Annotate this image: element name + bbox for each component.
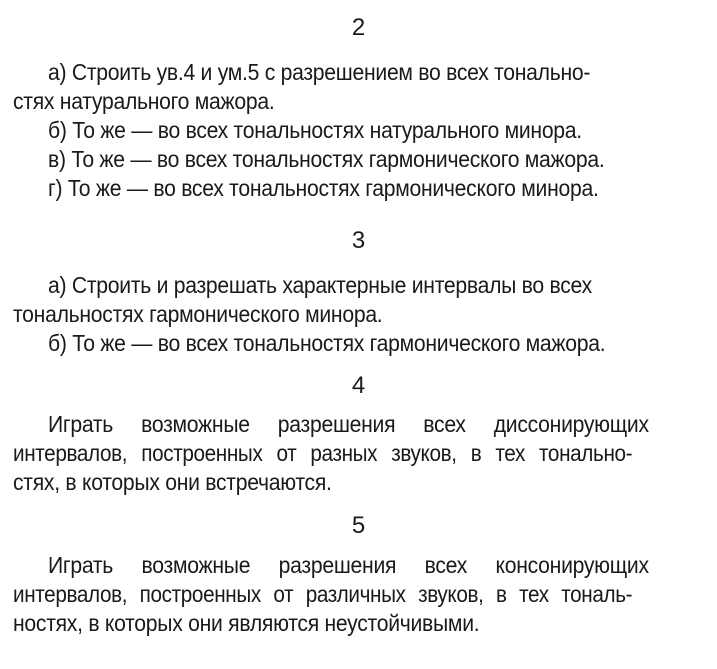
exercise-5-line-1: Играть возможные разрешения всех консонирующих (48, 552, 649, 578)
exercise-4-line-2: интервалов, построенных от разных звуков, в тех тонально- (13, 440, 633, 466)
exercise-3a-line-2: тональностях гармонического минора. (13, 301, 383, 327)
exercise-2b-line: б) То же — во всех тональностях натурального минора. (48, 117, 582, 143)
exercise-2a-line-1: а) Строить ув.4 и ум.5 с разрешением во всех тонально- (48, 59, 591, 85)
exercise-4-line-3: стях, в которых они встречаются. (13, 469, 332, 495)
exercise-2a-line-2: стях натурального мажора. (13, 88, 275, 114)
exercise-3b-line: б) То же — во всех тональностях гармонического мажора. (48, 330, 606, 356)
section-number-4: 4 (351, 372, 366, 399)
section-number-2: 2 (351, 14, 366, 41)
section-number-3: 3 (351, 227, 366, 254)
exercise-5-line-2: интервалов, построенных от различных звуков, в тех тональ- (13, 581, 633, 607)
exercise-3a-line-1: а) Строить и разрешать характерные интервалы во всех (48, 272, 592, 298)
exercise-4-line-1: Играть возможные разрешения всех диссонирующих (48, 411, 649, 437)
section-number-5: 5 (351, 512, 366, 539)
exercise-2d-line: г) То же — во всех тональностях гармонического минора. (48, 175, 599, 201)
exercise-2c-line: в) То же — во всех тональностях гармонического мажора. (48, 146, 605, 172)
exercise-5-line-3: ностях, в которых они являются неустойчивыми. (13, 610, 480, 636)
